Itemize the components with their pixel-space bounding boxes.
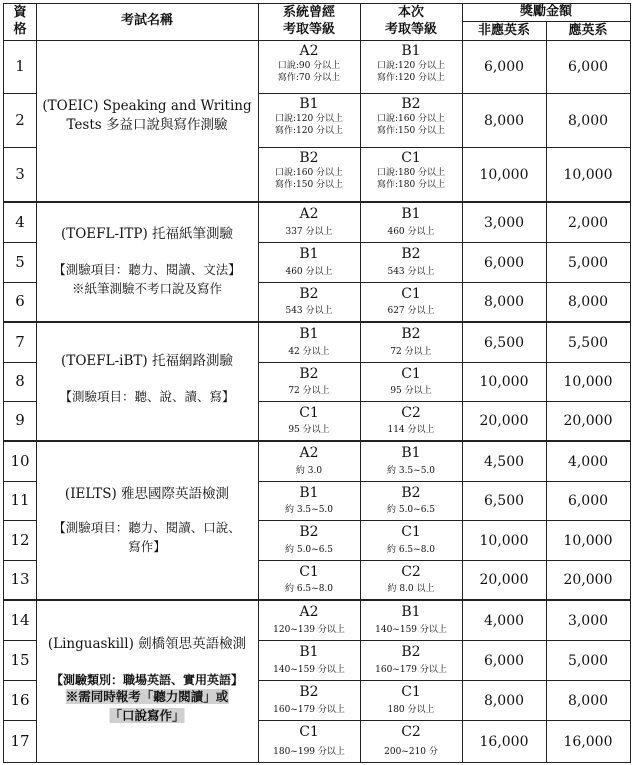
prev-level: B1 <box>299 246 319 262</box>
current-level-detail: 627 分以上 <box>387 306 435 316</box>
header-english: 應英系 <box>568 23 608 38</box>
current-level-detail: 寫作:150 分以上 <box>376 126 446 136</box>
reward-english: 16,000 <box>563 733 613 750</box>
reward-non-english: 20,000 <box>479 413 529 429</box>
header-this-level-1: 本次 <box>397 5 425 20</box>
header-qual-2: 格 <box>13 22 27 37</box>
qual-number: 17 <box>10 731 30 750</box>
exam-ling-line4: 「口說寫作」 <box>109 708 185 723</box>
reward-english: 5,000 <box>567 254 609 271</box>
current-level-detail: 口說:180 分以上 <box>376 168 446 178</box>
current-level-detail: 約 8.0 以上 <box>387 584 435 594</box>
qual-number: 14 <box>10 610 30 629</box>
prev-level-detail: 寫作:120 分以上 <box>274 126 344 136</box>
reward-non-english: 10,000 <box>479 532 529 549</box>
qual-number: 9 <box>15 411 25 429</box>
current-level-detail: 200~210 分 <box>384 747 438 757</box>
reward-english: 10,000 <box>563 532 613 549</box>
reward-non-english: 4,500 <box>483 453 525 470</box>
current-level: B1 <box>401 445 421 461</box>
header-this-level-2: 考取等級 <box>384 22 438 37</box>
current-level-detail: 口說:120 分以上 <box>376 61 446 71</box>
reward-english: 8,000 <box>567 294 609 310</box>
current-level: C1 <box>401 150 421 166</box>
exam-ling-line2: 【測驗類別：職場英語、實用英語】 <box>50 673 244 687</box>
reward-non-english: 6,000 <box>483 652 525 669</box>
exam-ibt-line2: 【測驗項目：聽、說、讀、寫】 <box>59 389 235 404</box>
current-level-detail: 460 分以上 <box>387 227 435 237</box>
prev-level-detail: 42 分以上 <box>288 347 330 357</box>
header-qual-1: 資 <box>13 5 27 20</box>
qual-number: 3 <box>15 164 25 183</box>
current-level-detail: 160~179 分以上 <box>375 665 447 675</box>
current-level-detail: 約 6.5~8.0 <box>386 545 436 555</box>
exam-toeic-line2: Tests 多益口說與寫作測驗 <box>66 117 228 133</box>
qual-number: 4 <box>15 212 25 231</box>
current-level: B2 <box>401 246 421 262</box>
prev-level: A2 <box>299 445 319 461</box>
prev-level-detail: 95 分以上 <box>288 425 330 435</box>
qual-number: 10 <box>10 451 30 470</box>
prev-level-detail: 460 分以上 <box>285 267 333 277</box>
exam-itp-line1: (TOEFL-ITP) 托福紙筆測驗 <box>60 226 234 242</box>
reward-english: 6,000 <box>567 59 609 75</box>
reward-non-english: 10,000 <box>479 374 529 390</box>
exam-ielts-line2: 【測驗項目：聽力、閱讀、口說、 <box>53 520 241 535</box>
qual-number: 15 <box>10 650 30 669</box>
current-level: C2 <box>401 724 421 740</box>
current-level-detail: 114 分以上 <box>387 425 435 435</box>
current-level-detail: 543 分以上 <box>387 267 435 277</box>
current-level-detail: 約 5.0~6.5 <box>386 505 436 515</box>
current-level: C1 <box>401 366 421 382</box>
reward-english: 10,000 <box>563 374 613 390</box>
prev-level: B1 <box>299 485 319 501</box>
current-level: B2 <box>401 326 421 342</box>
prev-level-detail: 543 分以上 <box>285 306 333 316</box>
prev-level: C1 <box>299 724 319 740</box>
reward-english: 20,000 <box>563 413 613 429</box>
current-level-detail: 95 分以上 <box>390 386 432 396</box>
prev-level-detail: 寫作:70 分以上 <box>277 73 341 83</box>
current-level-detail: 寫作:120 分以上 <box>376 73 446 83</box>
prev-level-detail: 約 3.0 <box>295 466 323 476</box>
current-level-detail: 口說:160 分以上 <box>376 114 446 124</box>
reward-non-english: 6,000 <box>483 254 525 271</box>
current-level: C1 <box>401 524 421 540</box>
current-level-detail: 180 分以上 <box>387 705 435 715</box>
prev-level: B2 <box>299 524 319 540</box>
prev-level-detail: 72 分以上 <box>288 386 330 396</box>
qual-number: 1 <box>15 57 25 75</box>
prev-level: B1 <box>299 96 319 112</box>
qual-number: 6 <box>15 292 25 310</box>
current-level-detail: 約 3.5~5.0 <box>386 466 436 476</box>
reward-non-english: 8,000 <box>483 112 525 129</box>
reward-english: 20,000 <box>563 572 613 588</box>
reward-non-english: 3,000 <box>483 214 525 231</box>
prev-level: B2 <box>299 366 319 382</box>
prev-level-detail: 約 5.0~6.5 <box>284 545 334 555</box>
current-level: B2 <box>401 96 421 112</box>
current-level: B1 <box>401 43 421 59</box>
current-level: B1 <box>401 604 421 620</box>
exam-ibt-line1: (TOEFL-iBT) 托福網路測驗 <box>61 353 233 369</box>
prev-level: A2 <box>299 604 319 620</box>
exam-itp-line3: ※紙筆測驗不考口說及寫作 <box>71 281 223 296</box>
reward-english: 10,000 <box>563 166 613 183</box>
qual-number: 11 <box>10 491 30 509</box>
exam-toeic-line1: (TOEIC) Speaking and Writing <box>42 98 252 114</box>
prev-level: B2 <box>299 684 319 700</box>
reward-non-english: 16,000 <box>479 733 529 750</box>
reward-english: 6,000 <box>567 493 609 509</box>
current-level-detail: 72 分以上 <box>390 347 432 357</box>
reward-non-english: 6,500 <box>483 334 525 351</box>
prev-level-detail: 約 3.5~5.0 <box>284 505 334 515</box>
prev-level: B1 <box>299 644 319 660</box>
prev-level-detail: 約 6.5~8.0 <box>284 584 334 594</box>
reward-non-english: 8,000 <box>483 692 525 709</box>
header-prev-level-2: 考取等級 <box>282 22 336 37</box>
current-level: B1 <box>401 206 421 222</box>
qual-number: 5 <box>15 252 25 271</box>
reward-english: 4,000 <box>567 453 609 470</box>
exam-itp-line2: 【測驗項目：聽力、閱讀、文法】 <box>53 262 241 277</box>
prev-level: B2 <box>299 150 319 166</box>
current-level: B2 <box>401 485 421 501</box>
header-non-english: 非應英系 <box>477 23 531 38</box>
reward-english: 3,000 <box>567 612 609 629</box>
header-reward: 獎勵金額 <box>519 4 573 19</box>
reward-non-english: 20,000 <box>479 572 529 588</box>
current-level-detail: 寫作:180 分以上 <box>376 180 446 190</box>
prev-level-detail: 口說:160 分以上 <box>274 168 344 178</box>
reward-english: 8,000 <box>567 112 609 129</box>
prev-level-detail: 口說:120 分以上 <box>274 114 344 124</box>
prev-level: C1 <box>299 564 319 580</box>
qual-number: 16 <box>10 690 30 709</box>
current-level: B2 <box>401 644 421 660</box>
qual-number: 7 <box>15 332 25 351</box>
current-level-detail: 140~159 分以上 <box>375 625 447 635</box>
qual-number: 13 <box>10 570 30 588</box>
current-level: C2 <box>401 564 421 580</box>
prev-level: C1 <box>299 405 319 421</box>
reward-english: 2,000 <box>567 214 609 231</box>
prev-level: B2 <box>299 286 319 302</box>
prev-level-detail: 180~199 分以上 <box>273 747 345 757</box>
current-level: C1 <box>401 286 421 302</box>
reward-english: 5,500 <box>567 334 609 351</box>
reward-non-english: 6,500 <box>483 493 525 509</box>
current-level: C1 <box>401 684 421 700</box>
qual-number: 2 <box>15 110 25 129</box>
prev-level-detail: 160~179 分以上 <box>273 705 345 715</box>
current-level: C2 <box>401 405 421 421</box>
exam-ling-line1: (Linguaskill) 劍橋領思英語檢測 <box>47 636 247 652</box>
qual-number: 8 <box>15 372 25 390</box>
reward-non-english: 10,000 <box>479 166 529 183</box>
exam-ielts-line1: (IELTS) 雅思國際英語檢測 <box>64 486 230 502</box>
reward-english: 5,000 <box>567 652 609 669</box>
prev-level-detail: 口說:90 分以上 <box>277 61 341 71</box>
reward-english: 8,000 <box>567 692 609 709</box>
exam-ling-line3: ※需同時報考「聽力閱讀」或 <box>65 689 229 704</box>
prev-level: A2 <box>299 43 319 59</box>
exam-ielts-line3: 寫作】 <box>128 539 166 554</box>
reward-non-english: 6,000 <box>483 59 525 75</box>
prev-level-detail: 337 分以上 <box>285 227 333 237</box>
prev-level-detail: 140~159 分以上 <box>273 665 345 675</box>
prev-level: B1 <box>299 326 319 342</box>
reward-non-english: 8,000 <box>483 294 525 310</box>
header-prev-level-1: 系統曾經 <box>282 5 336 20</box>
reward-non-english: 4,000 <box>483 612 525 629</box>
prev-level-detail: 120~139 分以上 <box>273 625 345 635</box>
header-exam-name: 考試名稱 <box>120 13 174 28</box>
prev-level: A2 <box>299 206 319 222</box>
prev-level-detail: 寫作:150 分以上 <box>274 180 344 190</box>
qual-number: 12 <box>10 530 30 549</box>
